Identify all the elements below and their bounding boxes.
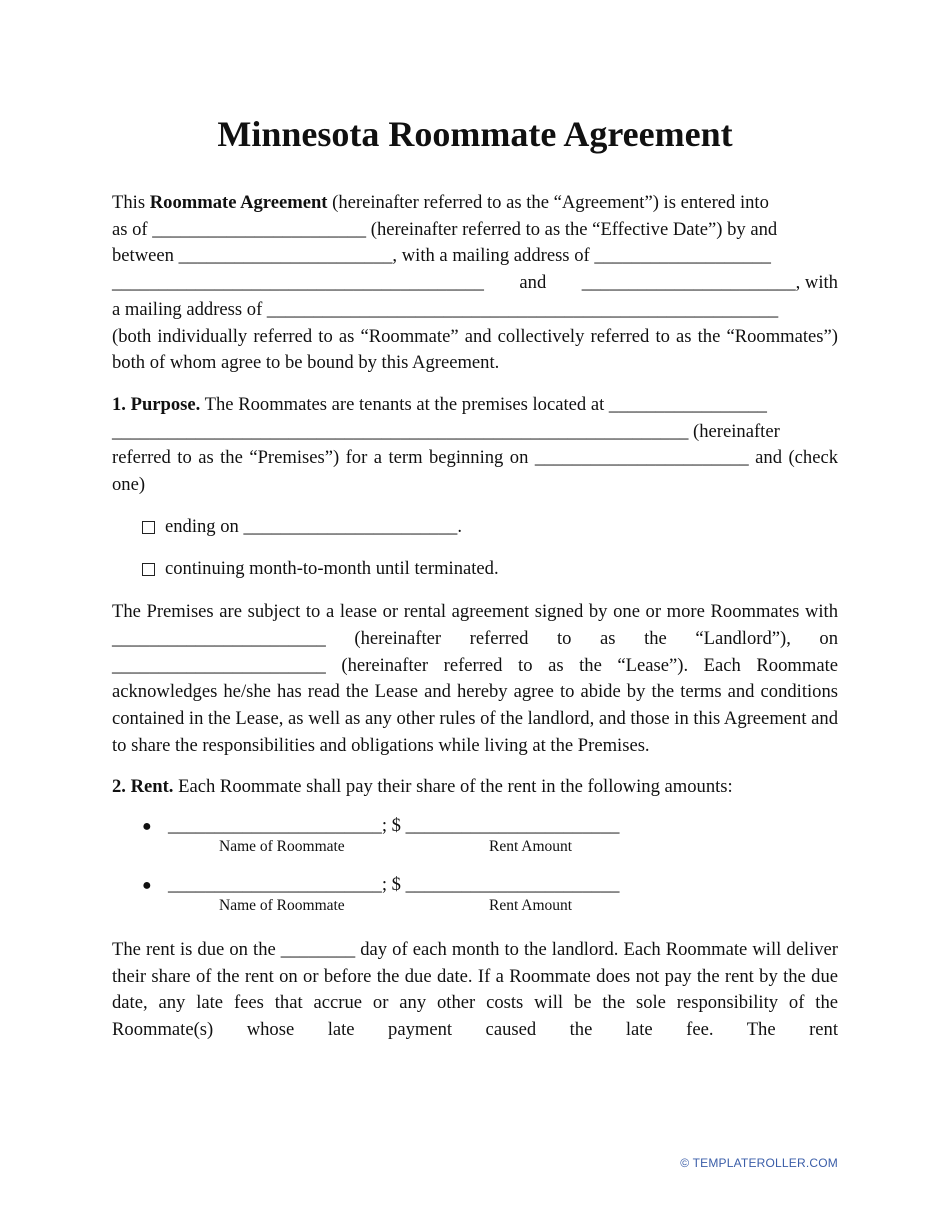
purpose-section (112, 392, 838, 499)
intro-line-1: This Roommate Agreement (hereinafter referred to as the “Agreement”) is entered into (112, 192, 769, 213)
footer-watermark[interactable]: © TEMPLATEROLLER.COM (680, 1156, 838, 1170)
checkbox-icon[interactable] (142, 563, 155, 576)
rent-heading: 2. Rent. (112, 776, 174, 798)
bullet-icon: ● (142, 818, 152, 836)
rent-row-blanks: _______________________; $ _______________________ (168, 815, 620, 837)
option-ending-on[interactable]: ending on _______________________. (142, 514, 838, 541)
amount-label: Rent Amount (489, 897, 573, 915)
intro-line-5: a mailing address of _______________________________________________________ (112, 298, 779, 320)
purpose-line-3: referred to as the “Premises”) for a term beginning on _______________________ and (check one) (112, 447, 838, 496)
checkbox-icon[interactable] (142, 521, 155, 534)
rent-row-1 (142, 813, 838, 862)
purpose-heading: 1. Purpose. (112, 393, 201, 415)
rent-row-blanks: _______________________; $ _______________________ (168, 874, 620, 896)
intro-line-2: as of _______________________ (hereinafter referred to as the “Effective Date”) by and (112, 218, 778, 240)
purpose-line-1: 1. Purpose. The Roommates are tenants at the premises located at _________________ (112, 393, 767, 415)
intro-line-3: between _______________________, with a mailing address of ___________________ (112, 245, 771, 267)
bullet-icon: ● (142, 877, 152, 895)
agreement-name: Roommate Agreement (149, 192, 328, 213)
document-page (112, 108, 838, 1044)
rent-intro: 2. Rent. Each Roommate shall pay their share of the rent in the following amounts: (112, 776, 733, 798)
lease-paragraph: The Premises are subject to a lease or rental agreement signed by one or more Roommates with _______________________ (hereinafter referred to as the “Landlord”), on _______________________ (hereinafter referred to as the “Lease”). Each Roommate acknowledges he/she has read the Lease and hereby agree to abide by the terms and conditions contained in the Lease, as well as any other rules of the landlord, and those in this Agreement and to share the responsibilities and obligations while living at the Premises. (112, 601, 838, 756)
purpose-line-2: ______________________________________________________________ (hereinafter (112, 420, 780, 442)
document-title: Minnesota Roommate Agreement (217, 114, 733, 154)
rent-section (112, 774, 838, 801)
option-month-to-month[interactable]: continuing month-to-month until terminated. (142, 556, 838, 583)
intro-line-6: (both individually referred to as “Roommate” and collectively referred to as the “Roommates”) both of whom agree to be bound by this Agreement. (112, 325, 838, 374)
intro-paragraph (112, 190, 838, 377)
rent-due-paragraph: The rent is due on the ________ day of each month to the landlord. Each Roommate will deliver their share of the rent on or before the due date. If a Roommate does not pay the rent by the due date, any late fees that accrue or any other costs will be the sole responsibility of the Roommate(s) whose late payment caused the late fee. The rent (112, 939, 838, 1041)
name-label: Name of Roommate (219, 838, 345, 856)
name-label: Name of Roommate (219, 897, 345, 915)
intro-line-4: ________________________________________ and _______________________, with (112, 272, 838, 294)
rent-row-2 (142, 872, 838, 921)
amount-label: Rent Amount (489, 838, 573, 856)
